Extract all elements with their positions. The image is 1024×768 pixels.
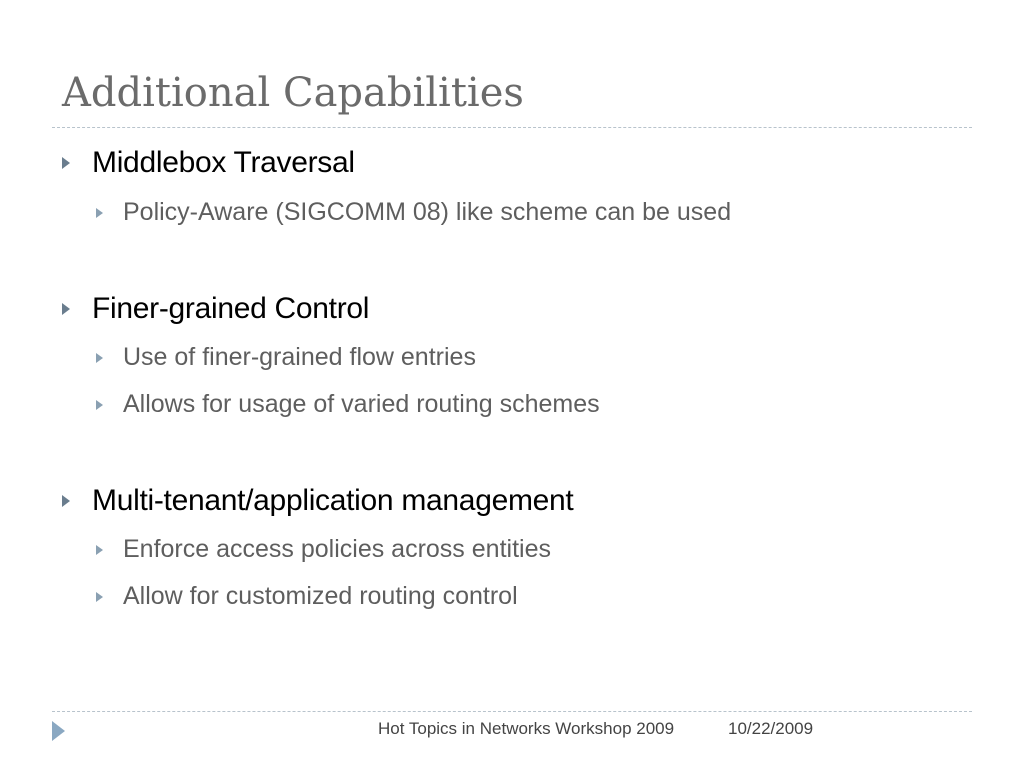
bullet-arrow-icon: [62, 303, 70, 315]
bullet-heading: Middlebox Traversal: [92, 146, 355, 179]
bullet-heading: Multi-tenant/application management: [92, 484, 574, 517]
sub-bullet-arrow-icon: [96, 353, 103, 363]
sub-bullet-arrow-icon: [96, 545, 103, 555]
sub-bullet-item: [96, 343, 476, 372]
footer-divider: [52, 711, 972, 712]
sub-bullet-item: [96, 390, 600, 419]
sub-bullet-item: [96, 535, 551, 564]
footer-date: 10/22/2009: [728, 719, 814, 738]
sub-bullet-item: [96, 198, 731, 227]
bullet-heading: Finer-grained Control: [92, 292, 370, 325]
sub-bullet-item: [96, 582, 518, 611]
sub-bullet-arrow-icon: [96, 400, 103, 410]
bullet-arrow-icon: [62, 495, 70, 507]
play-arrow-icon[interactable]: [52, 721, 65, 741]
bullet-item-multi-tenant: [62, 484, 573, 518]
sub-bullet-text: Enforce access policies across entities: [123, 535, 551, 563]
sub-bullet-arrow-icon: [96, 592, 103, 602]
sub-bullet-arrow-icon: [96, 208, 103, 218]
bullet-item-middlebox-traversal: [62, 146, 355, 180]
sub-bullet-text: Allows for usage of varied routing schemes: [123, 390, 600, 418]
bullet-item-finer-grained-control: [62, 292, 369, 326]
sub-bullet-text: Allow for customized routing control: [123, 582, 518, 610]
sub-bullet-text: Use of finer-grained flow entries: [123, 343, 476, 371]
slide-title: Additional Capabilities: [62, 70, 524, 116]
footer-event: Hot Topics in Networks Workshop 2009: [378, 719, 675, 738]
title-divider: [52, 127, 972, 128]
bullet-arrow-icon: [62, 157, 70, 169]
sub-bullet-text: Policy-Aware (SIGCOMM 08) like scheme can be used: [123, 198, 732, 226]
